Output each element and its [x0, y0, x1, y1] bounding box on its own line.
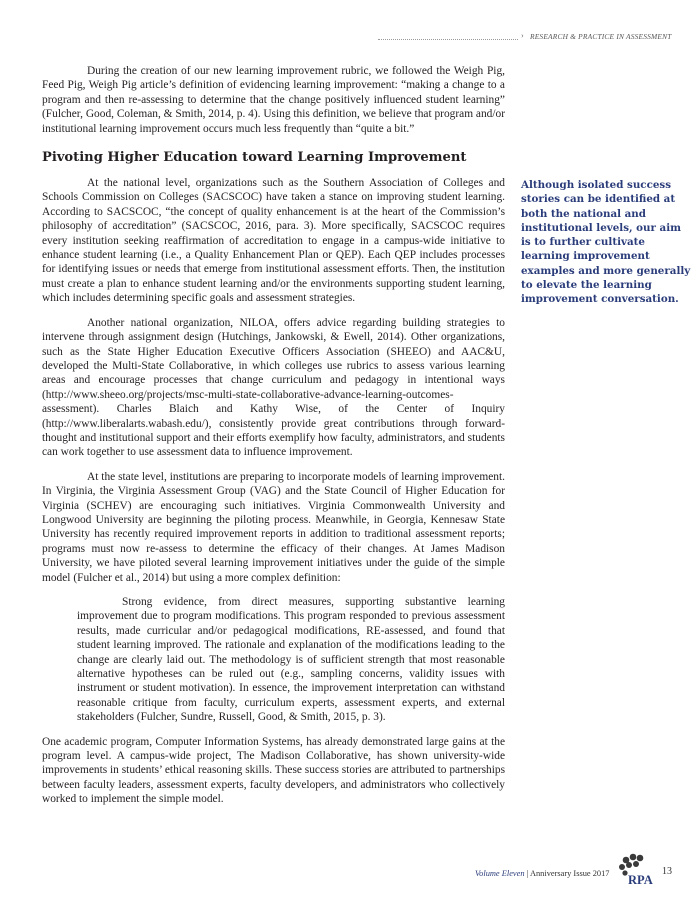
footer-volume: Volume Eleven — [475, 869, 525, 878]
running-header: RESEARCH & PRACTICE IN ASSESSMENT — [530, 32, 672, 41]
block-quote: Strong evidence, from direct measures, supporting substantive learning improvement due to program modifications. This program responded to previous assessment results, made curricular and/or pedagogical modifications, RE-assessed, and found that student learning improved. The rationale and explanation of the modifications leading to the change are clearly laid out. The methodology is of sufficient strength that most reasonable alternative hypotheses can be ruled out (e.g., sampling concerns, validity issues with instrument or student motivation). In essence, the improvement interpretation can withstand reasonable critique from faculty, curriculum experts, assessment experts, and external stakeholders (Fulcher, Sundre, Russell, Good, & Smith, 2015, p. 3). — [77, 596, 505, 724]
main-column — [42, 64, 505, 817]
footer-separator: | — [524, 869, 530, 878]
footer — [475, 869, 609, 878]
section-heading: Pivoting Higher Education toward Learning Improvement — [42, 150, 467, 166]
paragraph-4: At the state level, institutions are preparing to incorporate models of learning improvement. In Virginia, the Virginia Assessment Group (VAG) and the State Council of Higher Education for Virginia (SCHEV) are encouraging such initiatives. Virginia Commonwealth University and Longwood University are beginning the piloting process. Meanwhile, in Georgia, Kennesaw State University has recently required improvement reports in addition to traditional assessment reports; programs must now re-assess to determine the efficacy of their changes. At James Madison University, we have piloted several learning improvement initiatives under the guide of the simple model (Fulcher et al., 2014) but using a more complex definition: — [42, 470, 505, 584]
logo-text: RPA — [628, 873, 653, 887]
paragraph-2: At the national level, organizations such as the Southern Association of Colleges and Schools Commission on Colleges (SACSCOC) have taken a stance on improving student learning. According to SACSCOC, “the concept of quality enhancement is at the heart of the Commission’s philosophy of accreditation” (SACSCOC, 2016, para. 3). More specifically, SACSCOC requires every institution seeking reaffirmation of accreditation to engage in a campus-wide initiative to enhance student learning (i.e., a Quality Enhancement Plan or QEP). Each QEP includes processes for identifying issues or needs that emerge from institutional assessment efforts. Then, the institution must create a plan to enhance student learning and/or the environments supporting student learning, which includes determining specific goals and assessment strategies. — [42, 177, 505, 305]
sidebar-pull-quote: Although isolated success stories can be identified at both the national and institutional levels, our aim is to further cultivate learning improvement examples and more generally to elevate the learning improvement conversation. — [521, 179, 691, 306]
header-arrow-icon: › — [521, 31, 524, 40]
page-number: 13 — [662, 866, 672, 877]
footer-issue: Anniversary Issue 2017 — [529, 869, 610, 878]
rpa-logo-icon — [617, 853, 657, 889]
paragraph-5: One academic program, Computer Information Systems, has already demonstrated large gains at the program level. A campus-wide project, The Madison Collaborative, has shown university-wide improvements in students’ ethical reasoning skills. These success stories are attributed to partnerships between faculty leaders, assessment experts, faculty developers, and administrators who collectively worked to implement the simple model. — [42, 735, 506, 806]
paragraph-3: Another national organization, NILOA, offers advice regarding building strategies to intervene through assignment design (Hutchings, Jankowski, & Ewell, 2014). Other organizations, such as the State Higher Education Executive Officers Association (SHEEO) and AAC&U, developed the Multi-State Collaborative, in which colleges use rubrics to assess various learning areas and encourage processes that change curriculum and pedagogy in intentional ways (http://www.sheeo.org/projects/msc-multi-state-collaborative-advance-learning-outcomes-assessment). Charles Blaich and Kathy Wise, of the Center of Inquiry (http://www.liberalarts.wabash.edu/), consistently provide great contributions through forward-thought and institutional support and their efforts exemplify how faculty, administrators, and students can work together to use assessment data to influence improvement. — [42, 316, 505, 459]
paragraph-1: During the creation of our new learning improvement rubric, we followed the Weigh Pig, Feed Pig, Weigh Pig article’s definition of evidencing learning improvement: “making a change to a program and then re-assessing to determine that the change positively influenced student learning” (Fulcher, Good, Coleman, & Smith, 2014, p. 4). Using this definition, we believe that program and/or institutional learning improvement occurs much less frequently than “quite a bit.” — [42, 65, 506, 135]
header-dotted-rule — [378, 39, 518, 40]
